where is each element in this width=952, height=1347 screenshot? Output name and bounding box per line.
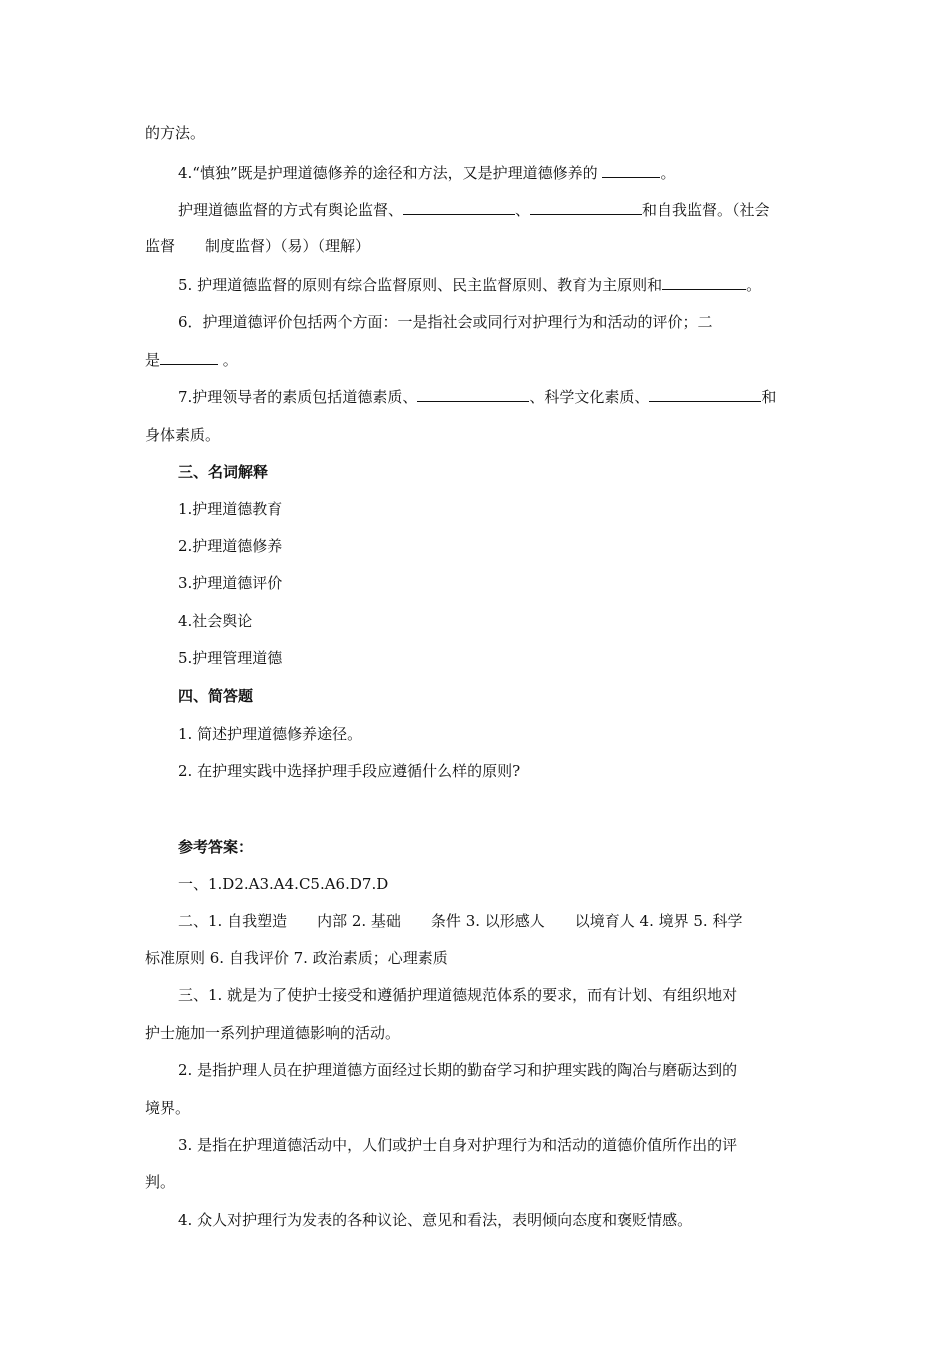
text-span: 身体素质。	[145, 426, 221, 444]
answer-line: 护士施加一系列护理道德影响的活动。	[145, 1024, 401, 1042]
answer-blank	[530, 199, 642, 215]
answer-line: 境界。	[145, 1099, 191, 1117]
answer-line: 二、1. 自我塑造 内部 2. 基础 条件 3. 以形感人 以境育人 4. 境界 5. 科学	[178, 912, 743, 930]
question-end: 。	[746, 276, 762, 294]
term-item: 2.护理道德修养	[178, 537, 283, 555]
answer-line: 判。	[145, 1173, 176, 1191]
term-item: 1.护理道德教育	[178, 500, 283, 518]
question-end: 和	[761, 388, 777, 406]
question-text: 6．护理道德评价包括两个方面：一是指社会或同行对护理行为和活动的评价；二	[178, 313, 713, 331]
question-end: 。	[660, 164, 676, 182]
answer-blank	[403, 199, 515, 215]
answer-blank	[602, 162, 660, 178]
term-item: 5.护理管理道德	[178, 649, 283, 667]
answer-line: 标准原则 6. 自我评价 7. 政治素质；心理素质	[145, 949, 448, 967]
section-heading-terms: 三、名词解释	[178, 463, 269, 481]
question-text: 7.护理领导者的素质包括道德素质、	[178, 388, 418, 406]
question-text: 护理道德监督的方式有舆论监督、	[178, 201, 404, 219]
term-item: 3.护理道德评价	[178, 574, 283, 592]
supervision-line	[178, 199, 770, 219]
question-text: 4.“慎独”既是护理道德修养的途径和方法，又是护理道德修养的	[178, 164, 598, 182]
term-item: 4.社会舆论	[178, 612, 253, 630]
answer-blank	[649, 386, 761, 402]
short-answer-item: 2. 在护理实践中选择护理手段应遵循什么样的原则?	[178, 762, 521, 780]
question-4	[178, 162, 675, 182]
answers-heading: 参考答案：	[178, 838, 254, 856]
text-span: 是	[145, 351, 161, 369]
answer-blank	[160, 349, 218, 365]
question-text: 、科学文化素质、	[529, 388, 650, 406]
answer-blank	[417, 386, 529, 402]
separator-text: 、	[515, 201, 531, 219]
question-6	[178, 312, 713, 332]
answer-line: 4. 众人对护理行为发表的各种议论、意见和看法，表明倾向态度和褒贬情感。	[178, 1211, 693, 1229]
question-7	[178, 386, 776, 406]
short-answer-item: 1. 简述护理道德修养途径。	[178, 725, 363, 743]
question-5	[178, 274, 761, 294]
question-6-continuation	[145, 349, 238, 369]
question-end: 。	[222, 351, 238, 369]
answer-line: 三、1. 就是为了使护士接受和遵循护理道德规范体系的要求，而有计划、有组织地对	[178, 986, 738, 1004]
question-7-continuation	[145, 425, 220, 445]
text-line	[145, 123, 205, 143]
answer-blank	[662, 274, 746, 290]
answer-line: 一、1.D2.A3.A4.C5.A6.D7.D	[178, 875, 389, 893]
answer-line: 2. 是指护理人员在护理道德方面经过长期的勤奋学习和护理实践的陶冶与磨砺达到的	[178, 1061, 738, 1079]
supervision-continuation	[145, 236, 370, 256]
answer-line: 3. 是指在护理道德活动中，人们或护士自身对护理行为和活动的道德价值所作出的评	[178, 1136, 738, 1154]
text-span: 监督 制度监督）（易）（理解）	[145, 237, 371, 255]
question-end: 和自我监督。（社会	[642, 201, 770, 219]
question-text: 5. 护理道德监督的原则有综合监督原则、民主监督原则、教育为主原则和	[178, 276, 663, 294]
section-heading-short-answer: 四、简答题	[178, 687, 254, 705]
text-span: 的方法。	[145, 124, 206, 142]
